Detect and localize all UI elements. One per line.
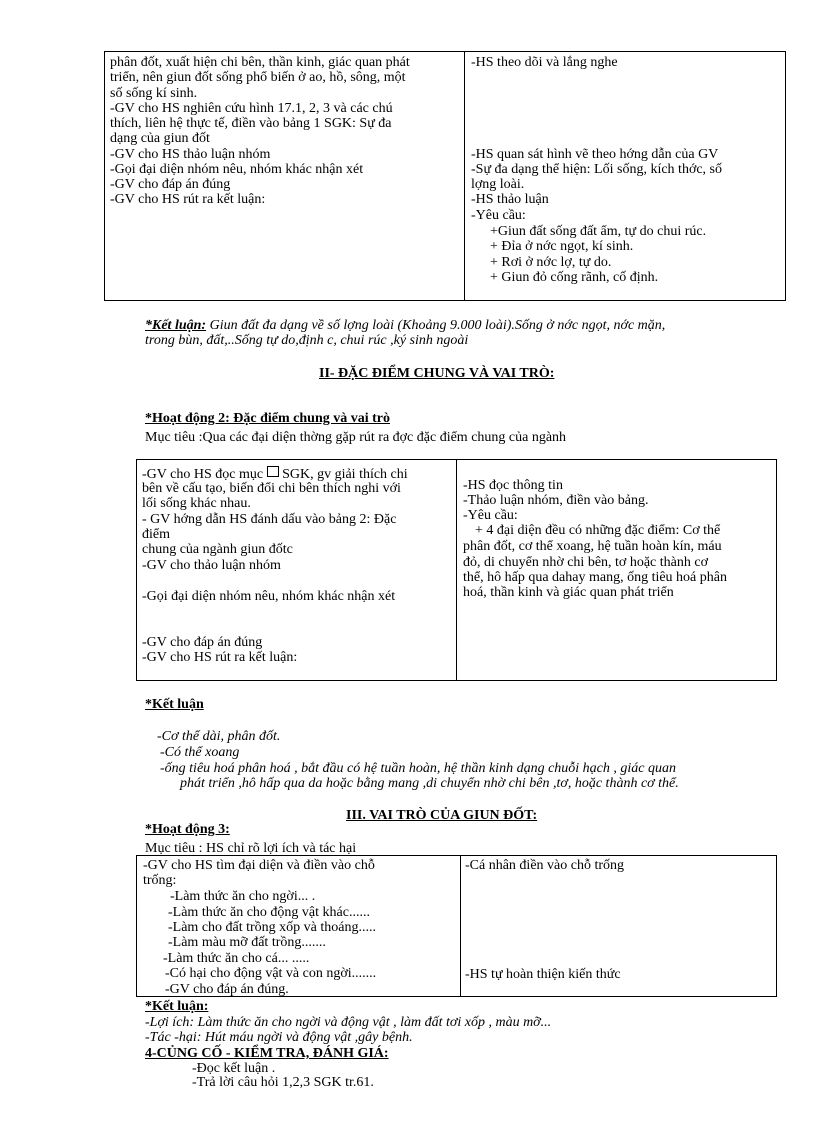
table-row: -HS quan sát hình vẽ theo hớng dẫn của GV [471, 147, 719, 162]
table-row: trống: [143, 873, 177, 888]
activity-3-title: *Hoạt động 3: [145, 822, 230, 837]
table-row-text: -GV cho HS đọc mục [142, 467, 264, 482]
table-row: lợng loài. [471, 177, 525, 192]
table-row: -Gọi đại diện nhóm nêu, nhóm khác nhận xét [110, 162, 364, 177]
table-row: -Làm màu mỡ đất trồng....... [168, 935, 326, 950]
table-row: -Sự đa dạng thể hiện: Lối sống, kích thớc, số [471, 162, 723, 177]
table-row: -HS tự hoàn thiện kiến thức [465, 967, 621, 982]
list-item: phát triển ,hô hấp qua da hoặc bằng mang ,di chuyển nhờ chi bên ,tơ, hoặc thành cơ thể. [180, 776, 679, 791]
table-row: -Yêu cầu: [463, 508, 518, 523]
table-row: -Làm thức ăn cho động vật khác...... [168, 905, 370, 920]
table-row: + Rơi ở nớc lợ, tự do. [490, 255, 612, 270]
table-row: -Yêu cầu: [471, 208, 526, 223]
table-row: -GV cho HS rút ra kết luận: [110, 192, 266, 207]
table-row: -Làm thức ăn cho ngời... . [170, 889, 316, 904]
conclusion-roles-benefits: -Lợi ích: Làm thức ăn cho ngời và động vật , làm đất tơi xốp , màu mỡ... [145, 1015, 552, 1030]
section-title-characteristics: II- ĐẶC ĐIỂM CHUNG VÀ VAI TRÒ: [319, 366, 555, 381]
table-row: -GV cho thảo luận nhóm [142, 558, 281, 573]
conclusion-diversity [145, 318, 665, 333]
table-row: bên về cấu tạo, biến đổi chi bên thích nghi với [142, 481, 401, 496]
table-row: lối sống khác nhau. [142, 496, 251, 511]
activity-2-goal: Mục tiêu :Qua các đại diện thờng gặp rút ra đợc đặc điểm chung của ngành [145, 430, 567, 445]
table-row: phân đốt, cơ thể xoang, hệ tuần hoàn kín, máu [463, 539, 722, 554]
table-row: -Làm cho đất trồng xốp và thoáng..... [168, 920, 377, 935]
table-row: phân đốt, xuất hiện chi bên, thần kinh, giác quan phát [110, 55, 410, 70]
section-title-review: 4-CỦNG CỐ - KIỂM TRA, ĐÁNH GIÁ: [145, 1046, 389, 1061]
table-row: -GV cho HS rút ra kết luận: [142, 650, 298, 665]
table-row: số sống kí sinh. [110, 86, 198, 101]
table-row: -Gọi đại diện nhóm nêu, nhóm khác nhận xét [142, 589, 396, 604]
table-row-text: SGK, gv giải thích chi [278, 467, 408, 482]
table-row: thể, hô hấp qua dahay mang, ống tiêu hoá phân [463, 570, 727, 585]
table-row: -Thảo luận nhóm, điền vào bảng. [463, 493, 649, 508]
table-row: điểm [142, 527, 170, 542]
table-row: - GV hớng dẫn HS đánh dấu vào bảng 2: Đặc [142, 512, 397, 527]
table-row: -GV cho đáp án đúng. [165, 982, 289, 997]
table-row: thích, liên hệ thực tế, điền vào bảng 1 SGK: Sự đa [110, 116, 392, 131]
table-roles-divider [460, 855, 461, 997]
table-row: hoá, thần kinh và giác quan phát triển [463, 585, 674, 600]
table-row: đỏ, di chuyển nhờ chi bên, tơ hoặc thành cơ [463, 555, 708, 570]
table-row: -GV cho HS tìm đại diện và điền vào chỗ [143, 858, 375, 873]
table-row: + Đỉa ở nớc ngọt, kí sinh. [490, 239, 634, 254]
list-item: -Trả lời câu hỏi 1,2,3 SGK tr.61. [192, 1075, 374, 1090]
activity-2-title: *Hoạt động 2: Đặc điểm chung và vai trò [145, 411, 390, 426]
table-row: chung của ngành giun đốtc [142, 542, 293, 557]
table-row: +Giun đất sống đất ẩm, tự do chui rúc. [490, 224, 707, 239]
table-row: -Có hại cho động vật và con ngời....... [165, 966, 377, 981]
table-row: -Cá nhân điền vào chỗ trống [465, 858, 625, 873]
table-diversity-divider [464, 51, 465, 301]
table-row: -HS thảo luận [471, 192, 549, 207]
table-row: dạng của giun đốt [110, 131, 210, 146]
conclusion-text: Giun đất đa dạng về số lợng loài (Khoảng 9.000 loài).Sống ở nớc ngọt, nớc mặn, [206, 318, 666, 333]
list-item: -Có thể xoang [160, 745, 240, 760]
list-item: -Cơ thể dài, phân đốt. [157, 729, 281, 744]
table-row: -HS đọc thông tin [463, 478, 563, 493]
conclusion-roles-harms: -Tác -hại: Hút máu ngời và động vật ,gây bệnh. [145, 1030, 413, 1045]
conclusion-diversity-line2: trong bùn, đất,..Sống tự do,định c, chui rúc ,ký sinh ngoài [145, 333, 469, 348]
conclusion-roles-label: *Kết luận: [145, 999, 209, 1014]
table-row [142, 466, 408, 482]
table-characteristics-divider [456, 459, 457, 681]
list-item: -Đọc kết luận . [192, 1061, 276, 1076]
table-row: -GV cho HS nghiên cứu hình 17.1, 2, 3 và các chú [110, 101, 393, 116]
checkbox-icon [267, 466, 279, 477]
table-row: triển, nên giun đốt sống phổ biến ở ao, hồ, sông, một [110, 70, 406, 85]
table-row: -Làm thức ăn cho cá... ..... [163, 951, 310, 966]
table-row: + 4 đại diện đều có những đặc điểm: Cơ thể [475, 523, 721, 538]
table-row: -GV cho HS thảo luận nhóm [110, 147, 271, 162]
list-item: -ống tiêu hoá phân hoá , bắt đầu có hệ tuần hoàn, hệ thần kinh dạng chuỗi hạch , giác quan [160, 761, 676, 776]
activity-3-goal: Mục tiêu : HS chỉ rõ lợi ích và tác hại [145, 841, 357, 856]
table-row: -GV cho đáp án đúng [110, 177, 231, 192]
conclusion-characteristics-label: *Kết luận [145, 697, 204, 712]
table-row: -HS theo dõi và lắng nghe [471, 55, 618, 70]
table-row: -GV cho đáp án đúng [142, 635, 263, 650]
conclusion-label: *Kết luận: [145, 318, 207, 333]
table-row: + Giun đỏ cống rãnh, cố định. [490, 270, 659, 285]
section-title-roles: III. VAI TRÒ CỦA GIUN ĐỐT: [346, 808, 538, 823]
